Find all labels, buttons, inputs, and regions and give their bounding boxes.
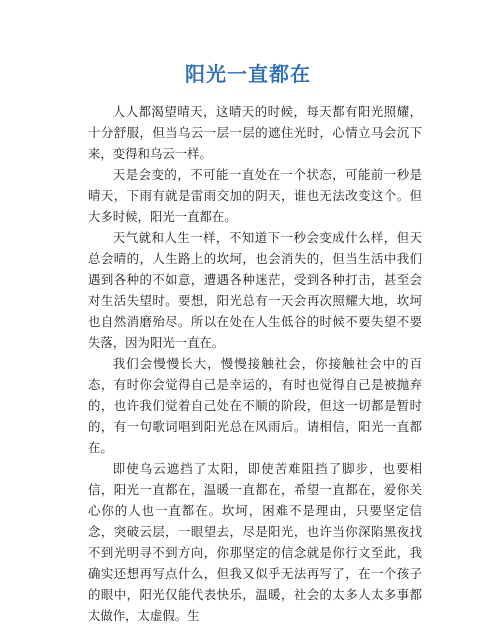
document-title: 阳光一直都在 bbox=[185, 62, 311, 86]
paragraph-5: 即使乌云遮挡了太阳，即使苦难阻挡了脚步，也要相信，阳光一直都在，温暖一直都在，希望一直都在，爱你关心你的人也一直都在。坎坷，困难不是理由，只要坚定信念，突破云层，一眼望去，尽是阳光，也许当你深陷黑夜找不到光明寻不到方向，你那坚定的信念就是你行文至此，我确实还想再写点什么，但我又似乎无法再写了，在一个孩子的眼中，阳光仅能代表快乐，温暖，社会的太多人太多事都太做作，太虚假。生 bbox=[88, 461, 422, 623]
document-body bbox=[88, 101, 422, 626]
paragraph-1: 人人都渴望晴天，这晴天的时候，每天都有阳光照耀，十分舒服，但当乌云一层一层的遮住光时，心情立马会沉下来，变得和乌云一样。 bbox=[88, 104, 422, 161]
paragraph-2: 天是会变的，不可能一直处在一个状态，可能前一秒是晴天，下雨有就是雷雨交加的阴天，谁也无法改变这个。但大多时候，阳光一直都在。 bbox=[88, 167, 422, 224]
paragraph-3: 天气就和人生一样，不知道下一秒会变成什么样，但天总会晴的，人生路上的坎坷，也会消失的，但当生活中我们遇到各种的不如意，遭遇各种迷茫，受到各种打击，甚至会对生活失望时。要想，阳光总有一天会再次照耀大地，坎坷也自然消磨殆尽。所以在处在人生低谷的时候不要失望不要失落，因为阳光一直在。 bbox=[88, 230, 422, 350]
paragraph-4: 我们会慢慢长大，慢慢接触社会，你接触社会中的百态，有时你会觉得自己是幸运的，有时也觉得自己是被抛弃的，也许我们觉着自己处在不顺的阶段，但这一切都是暂时的，有一句歌词唱到阳光总在风雨后。请相信，阳光一直都在。 bbox=[88, 356, 422, 455]
